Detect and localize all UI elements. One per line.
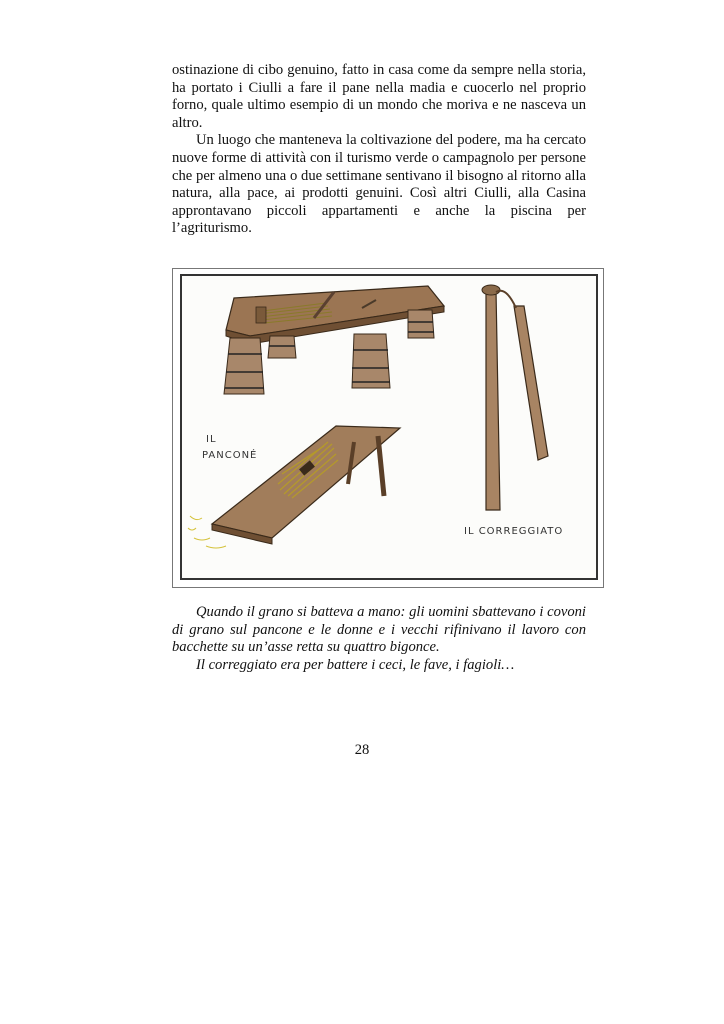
flail-swingle [514, 306, 548, 460]
caption-line: Quando il grano si batteva a mano: gli uomini sbattevano i covoni di grano sul pancone e le donne e i vecchi rifinivano il lavoro con bacchette su un’asse retta su quattro bigonce. [172, 604, 586, 656]
figure-caption [172, 604, 586, 674]
page-number: 28 [354, 742, 370, 758]
wheat-bundle-tie [256, 307, 266, 323]
paragraph: ostinazione di cibo genuino, fatto in casa come da sempre nella storia, ha portato i Ciulli a fare il pane nella madia e cuocerlo nel proprio forno, quale ultimo esempio di un mondo che moriva e ne nasceva un altro. [172, 62, 586, 131]
paragraph: Un luogo che manteneva la coltivazione del podere, ma ha cercato nuove forme di attività con il turismo verde o campagnolo per persone che per almeno una o due settimane sentivano il bisogno al ritorno alla natura, alla pace, ai prodotti genuini. Così altri Ciulli, alla Casina approntavano piccoli appartamenti e anche la piscina per l’agriturismo. [172, 132, 586, 237]
flail-strap [496, 291, 516, 308]
label-correggiato: IL CORREGGIATO [464, 526, 564, 537]
label-pancone: PANCONÉ [202, 450, 258, 461]
pancone-plank [212, 426, 400, 538]
label-pancone: IL [206, 434, 217, 445]
flail-cap [482, 285, 500, 295]
pancone-leg [378, 436, 384, 496]
flail-handle [486, 290, 500, 510]
illustration [180, 274, 598, 580]
body-text [172, 62, 586, 238]
caption-line: Il correggiato era per battere i ceci, le fave, i fagioli… [196, 656, 515, 673]
farm-tools-drawing [182, 276, 598, 580]
illustration-frame [172, 268, 604, 588]
